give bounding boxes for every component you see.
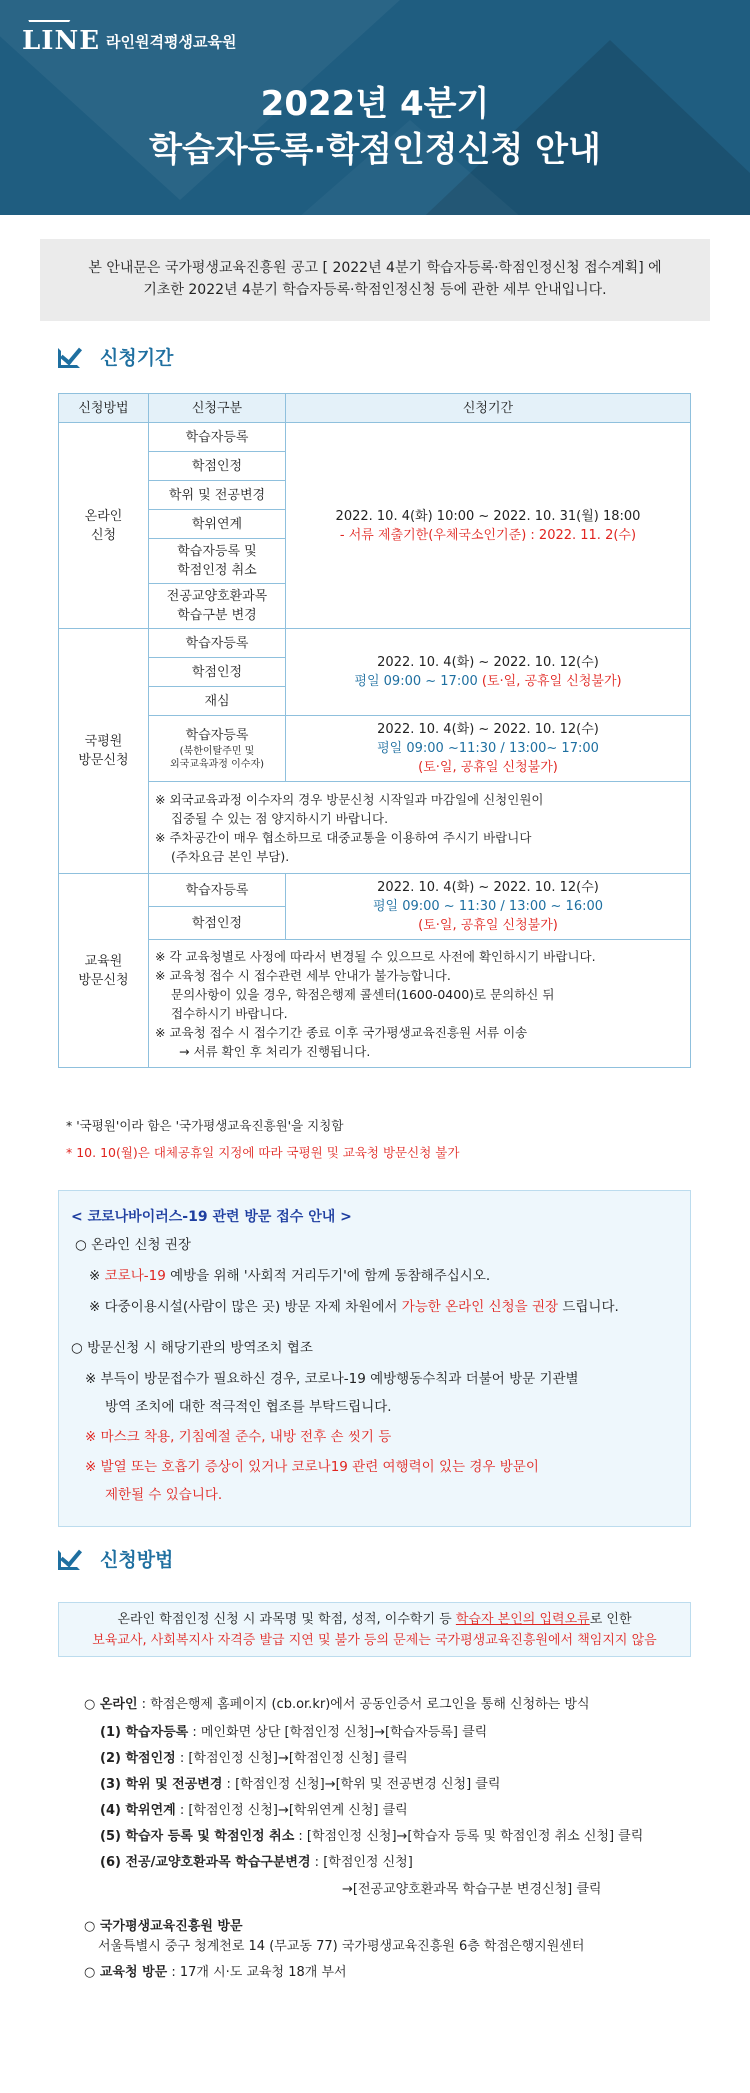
type-cell: 재심 — [149, 687, 286, 716]
type-cell — [149, 539, 286, 584]
method-online: ○ 온라인 : 학점은행제 홈페이지 (cb.or.kr)에서 공동인증서 로그인을 통해 신청하는 방식 — [84, 1697, 590, 1712]
type-cell: 학습자등록 — [149, 423, 286, 452]
type-cell: 학점인정 — [149, 658, 286, 687]
covid-title: < 코로나바이러스-19 관련 방문 접수 안내 > — [71, 1209, 352, 1225]
period-cell-nk — [286, 716, 691, 782]
covid-line: 제한될 수 있습니다. — [105, 1487, 223, 1503]
warning-line: 보육교사, 사회복지사 자격증 발급 지연 및 불가 등의 문제는 국가평생교육진흥원에서 책임지지 않음 — [92, 1633, 657, 1648]
type-label: 학점인정 취소 — [177, 563, 257, 578]
footnote-holiday: * 10. 10(월)은 대체공휴일 지정에 따라 국평원 및 교육청 방문신청 불가 — [66, 1145, 460, 1160]
method-step: (6) 전공/교양호환과목 학습구분변경 : [학점인정 신청] — [100, 1855, 413, 1870]
table-header-row — [59, 394, 691, 423]
note-cell-office — [149, 940, 691, 1068]
type-cell: 학점인정 — [149, 452, 286, 481]
note-line: ※ 주차공간이 매우 협소하므로 대중교통을 이용하여 주시기 바랍니다 — [155, 829, 532, 845]
method-nile-visit: ○ 국가평생교육진흥원 방문 — [84, 1919, 243, 1934]
note-line: ※ 교육청 접수 시 접수기간 종료 이후 국가평생교육진흥원 서류 이송 — [155, 1024, 528, 1040]
method-step: (2) 학점인정 : [학점인정 신청]→[학점인정 신청] 클릭 — [100, 1751, 408, 1766]
method-label: 온라인 — [84, 508, 123, 524]
method-step-cont: →[전공교양호환과목 학습구분 변경신청] 클릭 — [342, 1882, 602, 1897]
section-title: 신청기간 — [100, 347, 174, 369]
logo-text: 라인원격평생교육원 — [106, 32, 237, 51]
closed-note: (토·일, 공휴일 신청불가) — [418, 918, 558, 933]
method-label: 방문신청 — [78, 753, 129, 768]
period-text: 2022. 10. 4(화) ~ 2022. 10. 12(수) — [377, 880, 599, 895]
method-step: (1) 학습자등록 : 메인화면 상단 [학점인정 신청]→[학습자등록] 클릭 — [100, 1725, 488, 1740]
note-line: (주차요금 본인 부담). — [171, 848, 290, 864]
period-cell-office — [286, 874, 691, 940]
table-row — [59, 423, 691, 452]
intro-box — [40, 239, 710, 321]
covid-line: ※ 코로나-19 예방을 위해 '사회적 거리두기'에 함께 동참해주십시오. — [89, 1268, 491, 1284]
table-row — [59, 629, 691, 658]
method-cell-online — [59, 423, 149, 629]
covid-heading: ○ 온라인 신청 권장 — [75, 1237, 191, 1253]
hours-value: 평일 09:00 ~ 11:30 / 13:00 ~ 16:00 — [372, 899, 604, 914]
table-row — [59, 874, 691, 907]
method-step: (4) 학위연계 : [학점인정 신청]→[학위연계 신청] 클릭 — [100, 1803, 408, 1818]
section-title: 신청방법 — [100, 1549, 174, 1571]
covid-line: ※ 마스크 착용, 기침예절 준수, 내방 전후 손 씻기 등 — [85, 1429, 392, 1445]
method-step: (3) 학위 및 전공변경 : [학점인정 신청]→[학위 및 전공변경 신청] 클릭 — [100, 1777, 501, 1792]
deadline-text: - 서류 제출기한(우체국소인기준) : 2022. 11. 2(수) — [339, 527, 637, 543]
header-banner — [0, 0, 750, 215]
section-heading-method — [58, 1545, 173, 1572]
period-cell-online — [286, 423, 691, 629]
table-header: 신청기간 — [286, 394, 691, 423]
note-cell-nile — [149, 782, 691, 874]
hours-text — [290, 672, 686, 691]
covid-notice-box — [58, 1190, 691, 1527]
page-title-line1: 2022년 4분기 — [260, 84, 490, 124]
note-line: ※ 외국교육과정 이수자의 경우 방문신청 시작일과 마감일에 신청인원이 — [155, 791, 544, 807]
page-title-line2: 학습자등록·학점인정신청 안내 — [149, 130, 601, 170]
covid-line: ※ 다중이용시설(사람이 많은 곳) 방문 자제 차원에서 가능한 온라인 신청을 권장 드립니다. — [89, 1299, 619, 1315]
type-cell: 학위 및 전공변경 — [149, 481, 286, 510]
covid-line: ※ 부득이 방문접수가 필요하신 경우, 코로나-19 예방행동수칙과 더불어 방문 기관별 — [85, 1371, 579, 1387]
type-cell — [149, 716, 286, 782]
type-label: 전공교양호환과목 — [166, 589, 268, 604]
method-label: 교육원 — [84, 953, 123, 969]
intro-line: 본 안내문은 국가평생교육진흥원 공고 [ 2022년 4분기 학습자등록·학점인정신청 접수계획] 에 — [88, 260, 662, 276]
note-line: 집중될 수 있는 점 양지하시기 바랍니다. — [171, 810, 389, 826]
closed-note: (토·일, 공휴일 신청불가) — [418, 760, 558, 775]
type-label: 학습구분 변경 — [177, 608, 257, 623]
type-sublabel: 외국교육과정 이수자) — [169, 759, 265, 770]
logo-mark: LINE — [22, 26, 101, 56]
method-label: 방문신청 — [78, 972, 129, 988]
schedule-table — [58, 393, 691, 1068]
period-text: 2022. 10. 4(화) 10:00 ~ 2022. 10. 31(월) 18:00 — [335, 508, 641, 524]
type-cell — [149, 584, 286, 629]
checkbox-icon — [58, 344, 90, 370]
logo[interactable] — [22, 26, 236, 56]
content-card — [20, 215, 730, 2093]
method-label: 국평원 — [84, 734, 123, 749]
warning-line: 온라인 학점인정 신청 시 과목명 및 학점, 성적, 이수학기 등 학습자 본인의 입력오류로 인한 — [117, 1612, 632, 1627]
method-warning-box — [58, 1602, 691, 1657]
period-cell-nile — [286, 629, 691, 716]
checkbox-icon — [58, 1546, 90, 1572]
note-line: 접수하시기 바랍니다. — [171, 1005, 288, 1021]
closed-note: (토·일, 공휴일 신청불가) — [481, 674, 622, 689]
type-sublabel: (북한이탈주민 및 — [179, 746, 255, 757]
section-heading-period — [58, 343, 173, 370]
type-cell: 학습자등록 — [149, 874, 286, 907]
table-header: 신청방법 — [59, 394, 149, 423]
note-line: ※ 교육청 접수 시 접수관련 세부 안내가 불가능합니다. — [155, 967, 451, 983]
covid-heading: ○ 방문신청 시 해당기관의 방역조치 협조 — [71, 1340, 313, 1356]
method-step: (5) 학습자 등록 및 학점인정 취소 : [학점인정 신청]→[학습자 등록 및 학점인정 취소 신청] 클릭 — [100, 1829, 644, 1844]
method-cell-office — [59, 874, 149, 1068]
hours-value: 평일 09:00 ~11:30 / 13:00~ 17:00 — [377, 741, 599, 756]
note-line: ※ 각 교육청별로 사정에 따라서 변경될 수 있으므로 사전에 확인하시기 바랍니다. — [155, 948, 596, 964]
hours-value: 평일 09:00 ~ 17:00 — [354, 674, 478, 689]
covid-line: ※ 발열 또는 호흡기 증상이 있거나 코로나19 관련 여행력이 있는 경우 방문이 — [85, 1459, 539, 1475]
table-header: 신청구분 — [149, 394, 286, 423]
nile-address: 서울특별시 중구 청계천로 14 (무교동 77) 국가평생교육진흥원 6층 학점은행지원센터 — [98, 1939, 585, 1954]
period-text: 2022. 10. 4(화) ~ 2022. 10. 12(수) — [377, 655, 599, 670]
type-cell: 학습자등록 — [149, 629, 286, 658]
covid-line: 방역 조치에 대한 적극적인 협조를 부탁드립니다. — [105, 1399, 392, 1415]
type-cell: 학점인정 — [149, 907, 286, 940]
period-text: 2022. 10. 4(화) ~ 2022. 10. 12(수) — [377, 722, 599, 737]
method-office-visit: ○ 교육청 방문 : 17개 시·도 교육청 18개 부서 — [84, 1965, 347, 1980]
note-line: 문의사항이 있을 경우, 학점은행제 콜센터(1600-0400)로 문의하신 뒤 — [171, 986, 555, 1002]
intro-line: 기초한 2022년 4분기 학습자등록·학점인정신청 등에 관한 세부 안내입니다. — [143, 282, 607, 298]
method-label: 신청 — [90, 527, 117, 543]
footnote: * '국평원'이라 함은 '국가평생교육진흥원'을 지칭함 — [66, 1118, 344, 1133]
type-cell: 학위연계 — [149, 510, 286, 539]
method-cell-nile — [59, 629, 149, 874]
note-line: → 서류 확인 후 처리가 진행됩니다. — [179, 1043, 371, 1059]
type-label: 학습자등록 및 — [177, 544, 257, 559]
type-label: 학습자등록 — [185, 728, 249, 743]
